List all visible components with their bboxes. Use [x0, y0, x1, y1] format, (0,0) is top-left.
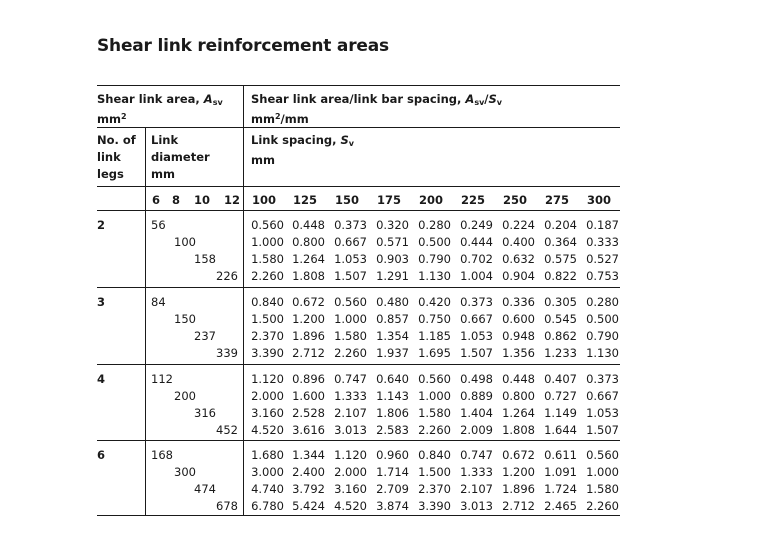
ratio-cell: 0.373 — [460, 295, 493, 309]
header-spacing-subscript: v — [348, 139, 355, 148]
ratio-cell: 2.107 — [334, 406, 367, 420]
ratio-cell: 1.580 — [418, 406, 451, 420]
ratio-cell: 0.480 — [376, 295, 409, 309]
ratio-cell: 1.000 — [418, 389, 451, 403]
ratio-cell: 1.808 — [292, 269, 325, 283]
link-area: 100 — [174, 235, 196, 249]
ratio-cell: 0.204 — [544, 218, 577, 232]
ratio-cell: 0.527 — [586, 252, 619, 266]
ratio-cell: 0.862 — [544, 329, 577, 343]
ratio-cell: 0.672 — [502, 448, 535, 462]
header-sv-subscript: v — [496, 98, 503, 107]
header-area-per-spacing — [251, 91, 502, 128]
link-area: 237 — [194, 329, 216, 343]
group-rule-3 — [97, 440, 620, 441]
ratio-cell: 2.260 — [334, 346, 367, 360]
link-area: 300 — [174, 465, 196, 479]
ratio-cell: 2.000 — [334, 465, 367, 479]
ratio-cell: 0.840 — [251, 295, 284, 309]
ratio-cell: 2.712 — [502, 499, 535, 513]
ratio-cell: 1.580 — [586, 482, 619, 496]
page-title: Shear link reinforcement areas — [97, 36, 389, 56]
ratio-cell: 0.320 — [376, 218, 409, 232]
ratio-cell: 2.260 — [418, 423, 451, 437]
link-area: 168 — [151, 448, 173, 462]
ratio-cell: 0.640 — [376, 372, 409, 386]
ratio-cell: 0.632 — [502, 252, 535, 266]
ratio-cell: 3.013 — [334, 423, 367, 437]
ratio-cell: 0.790 — [418, 252, 451, 266]
ratio-cell: 1.507 — [334, 269, 367, 283]
header-spacing-symbol: S — [340, 133, 349, 147]
ratio-cell: 1.333 — [334, 389, 367, 403]
ratio-cell: 0.840 — [418, 448, 451, 462]
ratio-cell: 0.498 — [460, 372, 493, 386]
ratio-cell: 1.680 — [251, 448, 284, 462]
ratio-cell: 1.500 — [251, 312, 284, 326]
ratio-cell: 1.714 — [376, 465, 409, 479]
ratio-cell: 1.091 — [544, 465, 577, 479]
ratio-cell: 1.500 — [418, 465, 451, 479]
ratio-cell: 2.370 — [418, 482, 451, 496]
ratio-cell: 6.780 — [251, 499, 284, 513]
ratio-cell: 1.896 — [502, 482, 535, 496]
ratio-cell: 1.053 — [586, 406, 619, 420]
ratio-cell: 0.727 — [544, 389, 577, 403]
ratio-cell: 0.672 — [292, 295, 325, 309]
spacing-heading: 150 — [334, 193, 359, 207]
spacing-heading: 250 — [502, 193, 527, 207]
ratio-cell: 0.800 — [502, 389, 535, 403]
spacing-heading: 275 — [544, 193, 569, 207]
spacing-heading: 300 — [586, 193, 611, 207]
header-legs-line-3: legs — [97, 167, 124, 181]
ratio-cell: 3.792 — [292, 482, 325, 496]
header-slash: / — [484, 92, 489, 106]
group-rule-1 — [97, 287, 620, 288]
ratio-cell: 5.424 — [292, 499, 325, 513]
ratio-cell: 1.000 — [334, 312, 367, 326]
ratio-cell: 1.937 — [376, 346, 409, 360]
diameter-heading: 8 — [172, 193, 181, 207]
ratio-cell: 1.200 — [292, 312, 325, 326]
legs-count: 2 — [97, 218, 106, 232]
ratio-cell: 0.560 — [251, 218, 284, 232]
ratio-cell: 0.420 — [418, 295, 451, 309]
ratio-cell: 2.583 — [376, 423, 409, 437]
ratio-cell: 0.790 — [586, 329, 619, 343]
ratio-cell: 0.600 — [502, 312, 535, 326]
spacing-heading: 100 — [251, 193, 276, 207]
ratio-cell: 1.185 — [418, 329, 451, 343]
ratio-cell: 0.560 — [586, 448, 619, 462]
header-link-area-subscript: sv — [212, 98, 223, 107]
ratio-cell: 1.291 — [376, 269, 409, 283]
ratio-cell: 4.520 — [334, 499, 367, 513]
ratio-cell: 0.224 — [502, 218, 535, 232]
ratio-cell: 0.857 — [376, 312, 409, 326]
header-diameter-line-2: diameter — [151, 150, 210, 164]
ratio-cell: 0.702 — [460, 252, 493, 266]
header-area-per-spacing-label: Shear link area/link bar spacing, — [251, 92, 466, 106]
ratio-cell: 0.667 — [460, 312, 493, 326]
ratio-cell: 0.667 — [586, 389, 619, 403]
ratio-cell: 3.616 — [292, 423, 325, 437]
ratio-cell: 0.545 — [544, 312, 577, 326]
diameter-heading: 10 — [194, 193, 211, 207]
ratio-cell: 1.264 — [502, 406, 535, 420]
ratio-cell: 1.264 — [292, 252, 325, 266]
ratio-cell: 1.580 — [251, 252, 284, 266]
ratio-cell: 2.400 — [292, 465, 325, 479]
diameter-heading: 6 — [152, 193, 161, 207]
link-area: 316 — [194, 406, 216, 420]
ratio-cell: 3.160 — [251, 406, 284, 420]
ratio-cell: 0.560 — [334, 295, 367, 309]
ratio-cell: 0.280 — [586, 295, 619, 309]
header-link-area-symbol: A — [203, 92, 213, 106]
link-area: 150 — [174, 312, 196, 326]
header-unit-per-mm: /mm — [280, 112, 309, 126]
ratio-cell: 1.053 — [334, 252, 367, 266]
ratio-cell: 2.528 — [292, 406, 325, 420]
ratio-cell: 0.373 — [586, 372, 619, 386]
ratio-cell: 1.806 — [376, 406, 409, 420]
ratio-cell: 1.644 — [544, 423, 577, 437]
link-area: 112 — [151, 372, 173, 386]
header-link-area-label: Shear link area, — [97, 92, 204, 106]
legs-count: 4 — [97, 372, 106, 386]
ratio-cell: 1.120 — [251, 372, 284, 386]
ratio-cell: 1.344 — [292, 448, 325, 462]
ratio-cell: 0.373 — [334, 218, 367, 232]
ratio-cell: 1.333 — [460, 465, 493, 479]
ratio-cell: 0.750 — [418, 312, 451, 326]
spacing-heading: 125 — [292, 193, 317, 207]
header-unit-mm: mm — [251, 112, 275, 126]
header-legs — [97, 132, 136, 183]
ratio-cell: 1.233 — [544, 346, 577, 360]
ratio-cell: 3.390 — [418, 499, 451, 513]
ratio-cell: 1.120 — [334, 448, 367, 462]
header-spacing — [251, 132, 354, 169]
ratio-cell: 0.948 — [502, 329, 535, 343]
ratio-cell: 2.107 — [460, 482, 493, 496]
ratio-cell: 0.904 — [502, 269, 535, 283]
header-asv-symbol: A — [465, 92, 475, 106]
link-area: 84 — [151, 295, 166, 309]
ratio-cell: 2.009 — [460, 423, 493, 437]
ratio-cell: 1.053 — [460, 329, 493, 343]
ratio-cell: 0.305 — [544, 295, 577, 309]
header-sv-symbol: S — [488, 92, 497, 106]
link-area: 678 — [216, 499, 238, 513]
header-diameter-line-3: mm — [151, 167, 175, 181]
ratio-cell: 3.013 — [460, 499, 493, 513]
ratio-cell: 0.407 — [544, 372, 577, 386]
header-link-area-unit-sup: 2 — [120, 112, 127, 121]
ratio-cell: 1.695 — [418, 346, 451, 360]
ratio-cell: 2.260 — [586, 499, 619, 513]
ratio-cell: 1.004 — [460, 269, 493, 283]
ratio-cell: 2.709 — [376, 482, 409, 496]
col-divider-legs — [145, 127, 146, 515]
ratio-cell: 3.000 — [251, 465, 284, 479]
ratio-cell: 4.520 — [251, 423, 284, 437]
ratio-cell: 0.333 — [586, 235, 619, 249]
header-link-area — [97, 91, 223, 128]
ratio-cell: 2.712 — [292, 346, 325, 360]
ratio-cell: 0.560 — [418, 372, 451, 386]
ratio-cell: 1.808 — [502, 423, 535, 437]
header-legs-line-1: No. of — [97, 133, 136, 147]
ratio-cell: 1.000 — [586, 465, 619, 479]
link-area: 474 — [194, 482, 216, 496]
header-diameter — [151, 132, 210, 183]
diameter-heading: 12 — [224, 193, 241, 207]
table-top-rule — [97, 85, 620, 86]
link-area: 226 — [216, 269, 238, 283]
ratio-cell: 1.130 — [418, 269, 451, 283]
header-diameter-line-1: Link — [151, 133, 179, 147]
ratio-cell: 0.336 — [502, 295, 535, 309]
header-rule-2 — [97, 186, 620, 187]
link-area: 452 — [216, 423, 238, 437]
ratio-cell: 0.747 — [334, 372, 367, 386]
header-link-area-unit: mm — [97, 112, 121, 126]
ratio-cell: 0.753 — [586, 269, 619, 283]
ratio-cell: 0.249 — [460, 218, 493, 232]
ratio-cell: 1.404 — [460, 406, 493, 420]
ratio-cell: 1.507 — [586, 423, 619, 437]
link-area: 56 — [151, 218, 166, 232]
ratio-cell: 1.600 — [292, 389, 325, 403]
ratio-cell: 0.822 — [544, 269, 577, 283]
table-bottom-rule — [97, 515, 620, 516]
ratio-cell: 0.500 — [418, 235, 451, 249]
group-rule-2 — [97, 364, 620, 365]
link-area: 339 — [216, 346, 238, 360]
legs-count: 6 — [97, 448, 106, 462]
legs-count: 3 — [97, 295, 106, 309]
ratio-cell: 0.500 — [586, 312, 619, 326]
header-spacing-unit: mm — [251, 153, 275, 167]
header-spacing-label: Link spacing, — [251, 133, 341, 147]
ratio-cell: 0.896 — [292, 372, 325, 386]
ratio-cell: 2.370 — [251, 329, 284, 343]
ratio-cell: 1.130 — [586, 346, 619, 360]
ratio-cell: 0.444 — [460, 235, 493, 249]
ratio-cell: 3.390 — [251, 346, 284, 360]
ratio-cell: 1.000 — [251, 235, 284, 249]
link-area: 158 — [194, 252, 216, 266]
ratio-cell: 0.364 — [544, 235, 577, 249]
spacing-heading: 200 — [418, 193, 443, 207]
ratio-cell: 1.580 — [334, 329, 367, 343]
ratio-cell: 0.400 — [502, 235, 535, 249]
ratio-cell: 4.740 — [251, 482, 284, 496]
ratio-cell: 0.611 — [544, 448, 577, 462]
ratio-cell: 0.903 — [376, 252, 409, 266]
ratio-cell: 0.889 — [460, 389, 493, 403]
ratio-cell: 2.000 — [251, 389, 284, 403]
ratio-cell: 0.571 — [376, 235, 409, 249]
ratio-cell: 3.874 — [376, 499, 409, 513]
ratio-cell: 1.354 — [376, 329, 409, 343]
ratio-cell: 1.143 — [376, 389, 409, 403]
ratio-cell: 2.260 — [251, 269, 284, 283]
ratio-cell: 0.187 — [586, 218, 619, 232]
ratio-cell: 1.356 — [502, 346, 535, 360]
ratio-cell: 0.280 — [418, 218, 451, 232]
ratio-cell: 0.667 — [334, 235, 367, 249]
spacing-heading: 225 — [460, 193, 485, 207]
link-area: 200 — [174, 389, 196, 403]
ratio-cell: 1.507 — [460, 346, 493, 360]
ratio-cell: 2.465 — [544, 499, 577, 513]
ratio-cell: 3.160 — [334, 482, 367, 496]
ratio-cell: 0.960 — [376, 448, 409, 462]
header-unit-sup: 2 — [274, 112, 281, 121]
header-rule-3 — [97, 210, 620, 211]
ratio-cell: 1.149 — [544, 406, 577, 420]
spacing-heading: 175 — [376, 193, 401, 207]
ratio-cell: 0.448 — [292, 218, 325, 232]
ratio-cell: 0.747 — [460, 448, 493, 462]
header-legs-line-2: link — [97, 150, 121, 164]
ratio-cell: 0.800 — [292, 235, 325, 249]
ratio-cell: 0.575 — [544, 252, 577, 266]
ratio-cell: 1.896 — [292, 329, 325, 343]
header-asv-subscript: sv — [474, 98, 485, 107]
ratio-cell: 1.200 — [502, 465, 535, 479]
ratio-cell: 0.448 — [502, 372, 535, 386]
ratio-cell: 1.724 — [544, 482, 577, 496]
